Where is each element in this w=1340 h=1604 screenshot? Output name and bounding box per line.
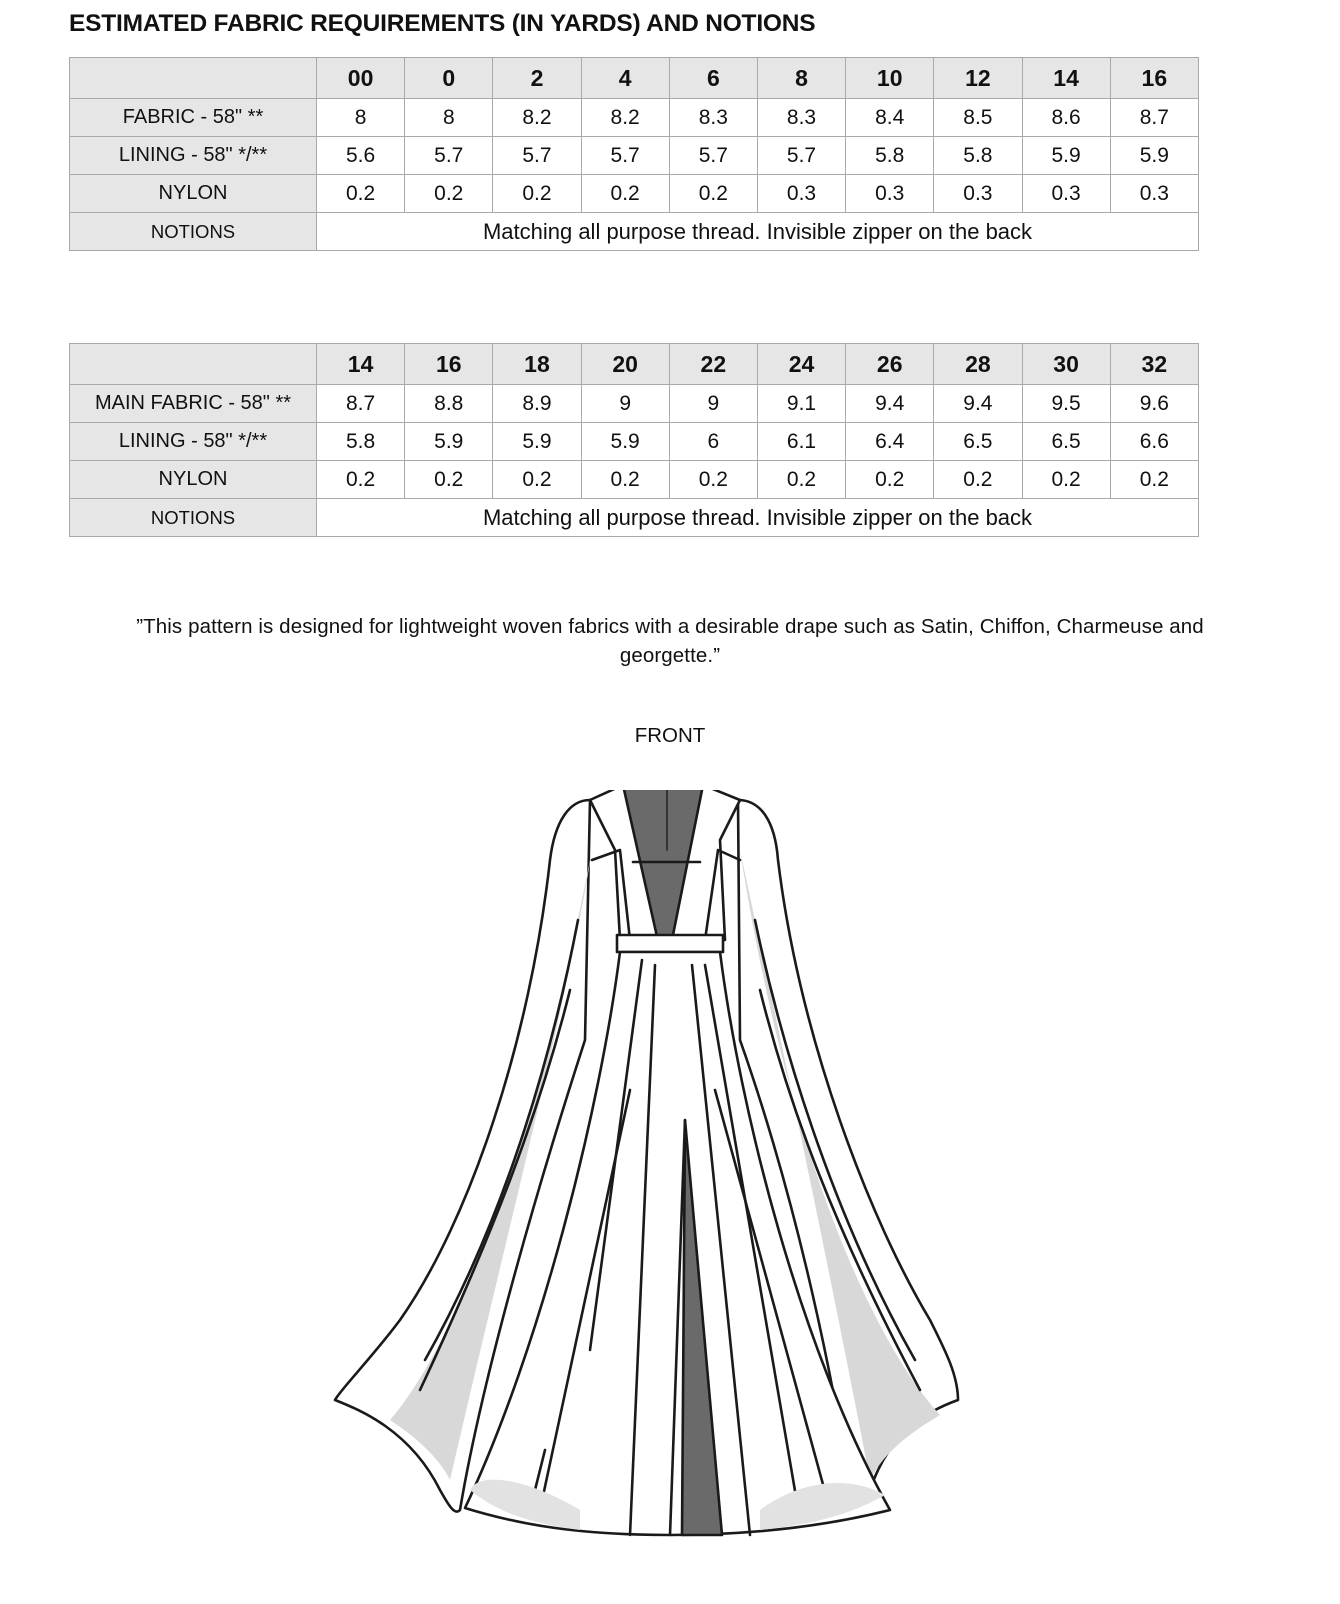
table-cell: 8.3 [669, 99, 757, 137]
size-header: 0 [405, 58, 493, 99]
notions-row [70, 499, 1199, 537]
table-cell: 5.8 [846, 137, 934, 175]
table-cell: 8.2 [493, 99, 581, 137]
table-cell: 5.9 [1022, 137, 1110, 175]
table-cell: 0.2 [669, 461, 757, 499]
table-cell: 9.4 [846, 385, 934, 423]
table-cell: 8.7 [1110, 99, 1198, 137]
notions-text: Matching all purpose thread. Invisible zipper on the back [317, 213, 1199, 251]
table-row [70, 137, 1199, 175]
row-label: NYLON [70, 175, 317, 213]
fabric-requirements-table-1 [69, 57, 1199, 251]
row-label: LINING - 58" */** [70, 423, 317, 461]
size-header: 00 [317, 58, 405, 99]
table-cell: 0.3 [1110, 175, 1198, 213]
table-cell: 0.2 [669, 175, 757, 213]
table-cell: 6.5 [934, 423, 1022, 461]
table-cell: 0.2 [581, 461, 669, 499]
size-header: 16 [405, 344, 493, 385]
view-label: FRONT [634, 724, 706, 747]
notions-label: NOTIONS [70, 213, 317, 251]
row-label: MAIN FABRIC - 58" ** [70, 385, 317, 423]
size-header: 32 [1110, 344, 1198, 385]
table-cell: 0.2 [581, 175, 669, 213]
header-corner-cell [70, 344, 317, 385]
table-cell: 5.6 [317, 137, 405, 175]
table-cell: 5.9 [405, 423, 493, 461]
bodice [590, 790, 740, 950]
table-cell: 9 [581, 385, 669, 423]
table-cell: 9 [669, 385, 757, 423]
table-cell: 5.7 [581, 137, 669, 175]
table-cell: 0.2 [317, 461, 405, 499]
table-cell: 0.3 [757, 175, 845, 213]
size-header: 14 [1022, 58, 1110, 99]
table-cell: 9.5 [1022, 385, 1110, 423]
size-header: 30 [1022, 344, 1110, 385]
waist-belt [617, 935, 723, 952]
table-cell: 8.7 [317, 385, 405, 423]
size-header: 16 [1110, 58, 1198, 99]
size-header: 2 [493, 58, 581, 99]
row-label: FABRIC - 58" ** [70, 99, 317, 137]
table-row [70, 385, 1199, 423]
table-row [70, 423, 1199, 461]
size-header: 12 [934, 58, 1022, 99]
table-cell: 6.5 [1022, 423, 1110, 461]
table-cell: 0.2 [1022, 461, 1110, 499]
table-cell: 0.2 [846, 461, 934, 499]
table-cell: 8.6 [1022, 99, 1110, 137]
table-cell: 9.1 [757, 385, 845, 423]
table-cell: 0.2 [493, 175, 581, 213]
size-header-row [70, 344, 1199, 385]
table-cell: 8.5 [934, 99, 1022, 137]
size-header: 22 [669, 344, 757, 385]
notions-label: NOTIONS [70, 499, 317, 537]
header-corner-cell [70, 58, 317, 99]
size-header: 4 [581, 58, 669, 99]
table-cell: 6.6 [1110, 423, 1198, 461]
fabric-recommendation-note: ”This pattern is designed for lightweight woven fabrics with a desirable drape such as Satin, Chiffon, Charmeuse and georgette.” [136, 615, 1204, 667]
table-row [70, 99, 1199, 137]
table-cell: 8.3 [757, 99, 845, 137]
notions-text: Matching all purpose thread. Invisible zipper on the back [317, 499, 1199, 537]
size-header-row [70, 58, 1199, 99]
table-cell: 5.8 [317, 423, 405, 461]
table-cell: 0.2 [317, 175, 405, 213]
table-cell: 8.2 [581, 99, 669, 137]
fabric-requirements-table-2 [69, 343, 1199, 537]
table-cell: 5.8 [934, 137, 1022, 175]
table-cell: 5.9 [1110, 137, 1198, 175]
table-cell: 5.7 [669, 137, 757, 175]
table-cell: 5.7 [757, 137, 845, 175]
row-label: NYLON [70, 461, 317, 499]
size-header: 28 [934, 344, 1022, 385]
table-cell: 6 [669, 423, 757, 461]
table-cell: 8 [317, 99, 405, 137]
table-cell: 0.3 [934, 175, 1022, 213]
table-cell: 0.2 [405, 175, 493, 213]
table-cell: 0.2 [405, 461, 493, 499]
table-cell: 0.2 [1110, 461, 1198, 499]
table-cell: 9.4 [934, 385, 1022, 423]
size-header: 10 [846, 58, 934, 99]
notions-row [70, 213, 1199, 251]
table-cell: 5.7 [493, 137, 581, 175]
table-cell: 8.4 [846, 99, 934, 137]
table-cell: 8 [405, 99, 493, 137]
size-header: 24 [757, 344, 845, 385]
table-cell: 0.3 [1022, 175, 1110, 213]
table-cell: 0.2 [934, 461, 1022, 499]
table-cell: 8.9 [493, 385, 581, 423]
table-cell: 0.3 [846, 175, 934, 213]
page-title: ESTIMATED FABRIC REQUIREMENTS (IN YARDS) AND NOTIONS [69, 10, 816, 37]
table-cell: 5.9 [493, 423, 581, 461]
table-cell: 6.4 [846, 423, 934, 461]
size-header: 8 [757, 58, 845, 99]
size-header: 26 [846, 344, 934, 385]
table-cell: 9.6 [1110, 385, 1198, 423]
table-cell: 6.1 [757, 423, 845, 461]
size-header: 14 [317, 344, 405, 385]
table-cell: 5.9 [581, 423, 669, 461]
table-cell: 8.8 [405, 385, 493, 423]
table-row [70, 461, 1199, 499]
table-cell: 5.7 [405, 137, 493, 175]
table-cell: 0.2 [757, 461, 845, 499]
table-cell: 0.2 [493, 461, 581, 499]
size-header: 18 [493, 344, 581, 385]
size-header: 20 [581, 344, 669, 385]
gown-front-illustration [330, 790, 1010, 1580]
row-label: LINING - 58" */** [70, 137, 317, 175]
table-row [70, 175, 1199, 213]
size-header: 6 [669, 58, 757, 99]
